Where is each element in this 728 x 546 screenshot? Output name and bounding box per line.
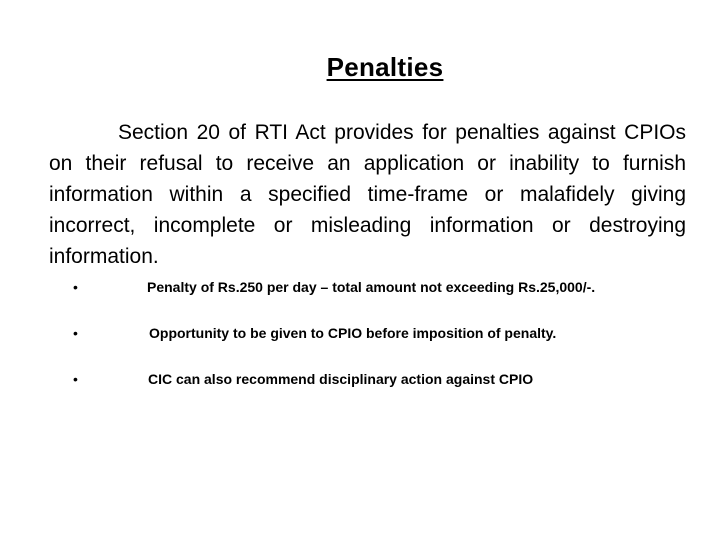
list-item: [73, 368, 629, 391]
slide-title: Penalties: [326, 52, 444, 82]
bullet-text: CIC can also recommend disciplinary action against CPIO: [148, 371, 534, 387]
list-item: [73, 322, 629, 345]
penalty-list: [73, 276, 629, 414]
bullet-icon: •: [73, 325, 78, 341]
bullet-text: Penalty of Rs.250 per day – total amount not exceeding Rs.25,000/-.: [147, 279, 596, 295]
bullet-icon: •: [73, 371, 78, 387]
bullet-icon: •: [73, 279, 78, 295]
list-item: [73, 276, 629, 299]
intro-paragraph: Section 20 of RTI Act provides for penalties against CPIOs on their refusal to receive an application or inability to furnish information within a specified time-frame or malafidely giving incorrect, incomplete or misleading information or destroying information.: [49, 121, 686, 268]
bullet-text: Opportunity to be given to CPIO before imposition of penalty.: [149, 325, 557, 341]
